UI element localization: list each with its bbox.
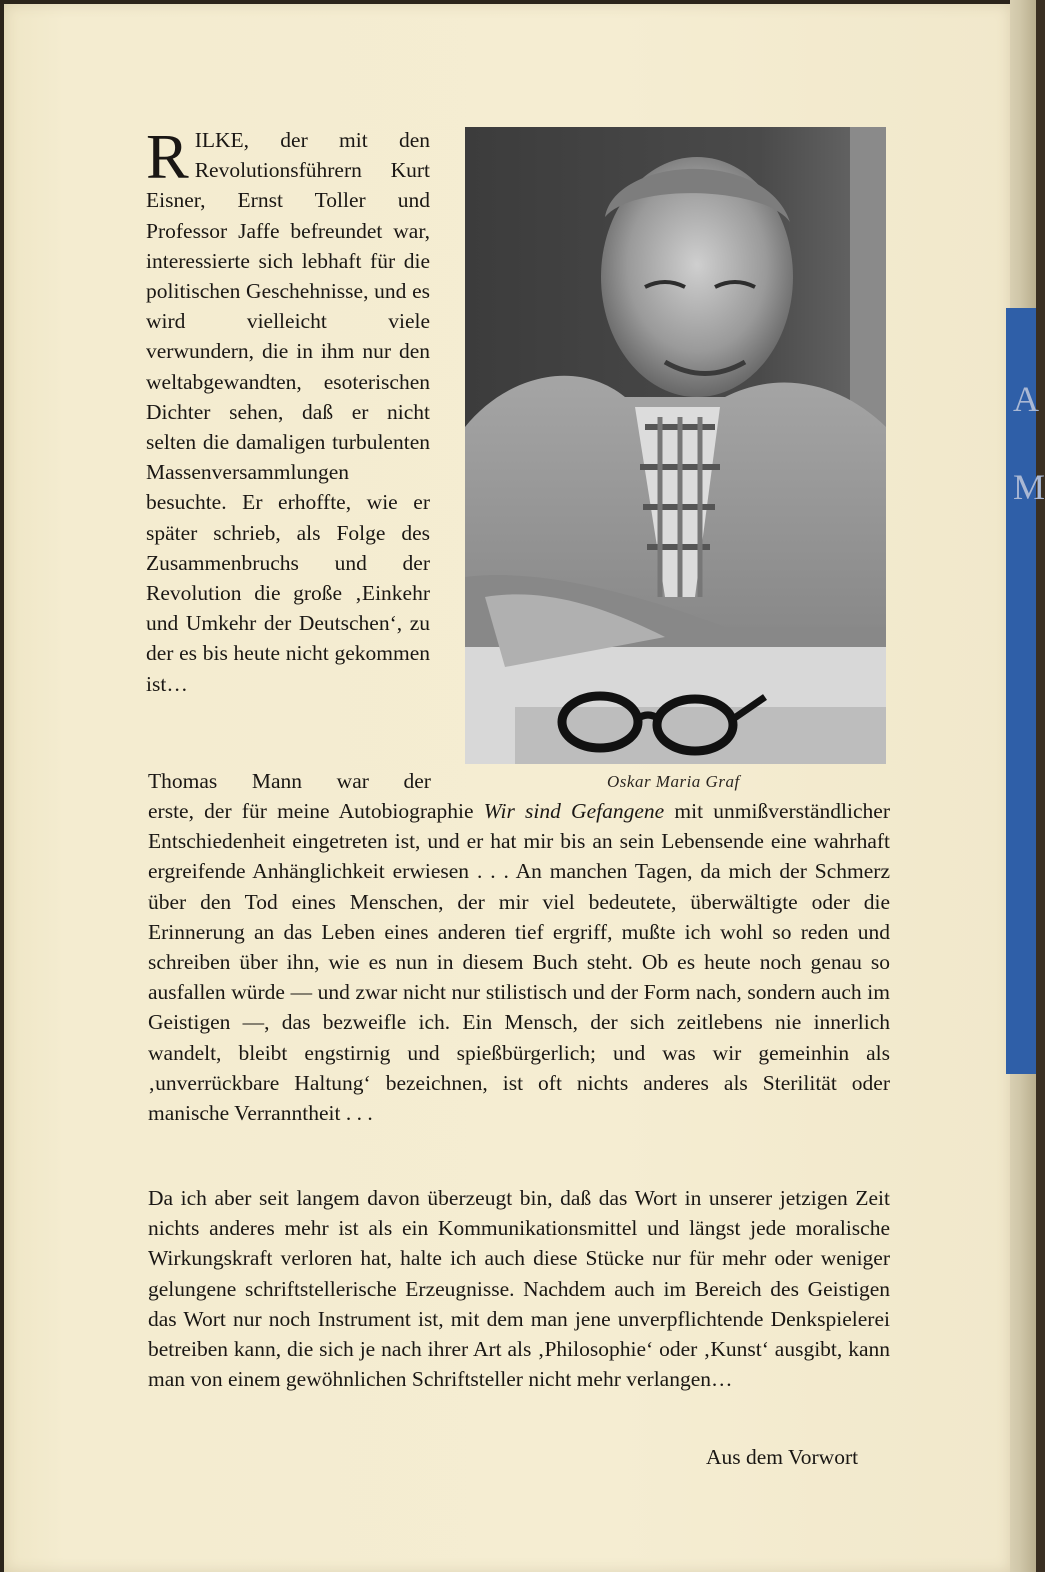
column-text: [146, 121, 430, 699]
paragraph-1: [148, 796, 890, 1128]
author-photo: [465, 127, 886, 764]
paragraph-2: [148, 1183, 890, 1394]
word-der: der: [403, 769, 431, 793]
book-title: Wir sind Gefangene: [483, 799, 665, 823]
photo-caption: Oskar Maria Graf: [607, 772, 740, 791]
thomas-mann-line: [148, 769, 431, 794]
source-signature: Aus dem Vorwort: [706, 1445, 859, 1469]
paragraph-2-text: Da ich aber seit langem davon überzeugt bin, daß das Wort in unserer jetzigen Zeit nichts anderes mehr ist als ein Kommunikationsmittel und längst jede moralische Wirkungskraft verloren hat, halte ich auch diese Stücke nur für mehr oder weniger gelungene schriftstellerische Erzeugnisse. Nachdem auch im Bereich des Geistigen das Wort nur noch Instrument ist, mit dem man jene unverpflichtende Denkspielerei betreiben kann, die sich je nach ihrer Art als ‚Philosophie‘ oder ‚Kunst‘ ausgibt, kann man von einem gewöhnlichen Schriftsteller nicht mehr verlangen…: [148, 1186, 890, 1392]
word-mann: Mann: [251, 769, 303, 793]
word-war: war: [336, 769, 369, 793]
paragraph-1-start: erste, der für meine Autobiographie: [148, 799, 484, 823]
spine-blue-band: [1006, 308, 1045, 1074]
spine-letter-m: M: [1013, 467, 1045, 507]
paragraph-1-rest: mit unmißverständlicher Entschiedenheit eingetreten ist, und er hat mir bis an sein Lebensende eine wahrhaft ergreifende Anhänglichkeit erwiesen . . . An manchen Tagen, da mich der Schmerz über den Tod eines Menschen, der mir viel bedeutete, überwältigte oder die Erinnerung an das Leben eines anderen tief ergriff, mußte ich wohl so reden und schreiben über ihn, wie es nun in diesem Buch steht. Ob es heute noch genau so ausfallen würde — und zwar nicht nur stilistisch und der Form nach, sondern auch im Geistigen —, das bezweifle ich. Ein Mensch, der sich zeitlebens nie innerlich wandelt, bleibt engstirnig und spießbürgerlich; und was wir gemeinhin als ‚unverrückbare Haltung‘ bezeichnen, ist oft nichts anderes als Sterilität oder manische Verranntheit . . .: [148, 799, 890, 1126]
portrait-image: [465, 127, 886, 764]
spine-letter-a: A: [1013, 379, 1039, 419]
column-body: ILKE, der mit den Revolutionsführern Kurt Eisner, Ernst Toller und Professor Jaffe befreundet war, interessierte sich lebhaft für die politischen Geschehnisse, und es wird vielleicht viele verwundern, die in ihm nur den weltabgewandten, esoterischen Dichter sehen, daß er nicht selten die damaligen turbulenten Massenversammlungen besuchte. Er erhoffte, wie er später schrieb, als Folge des Zusammenbruchs und der Revolution die große ‚Einkehr und Umkehr der Deutschen‘, zu der es bis heute nicht gekommen ist…: [146, 128, 430, 696]
drop-cap: R: [146, 121, 189, 192]
word-thomas: Thomas: [148, 769, 218, 793]
